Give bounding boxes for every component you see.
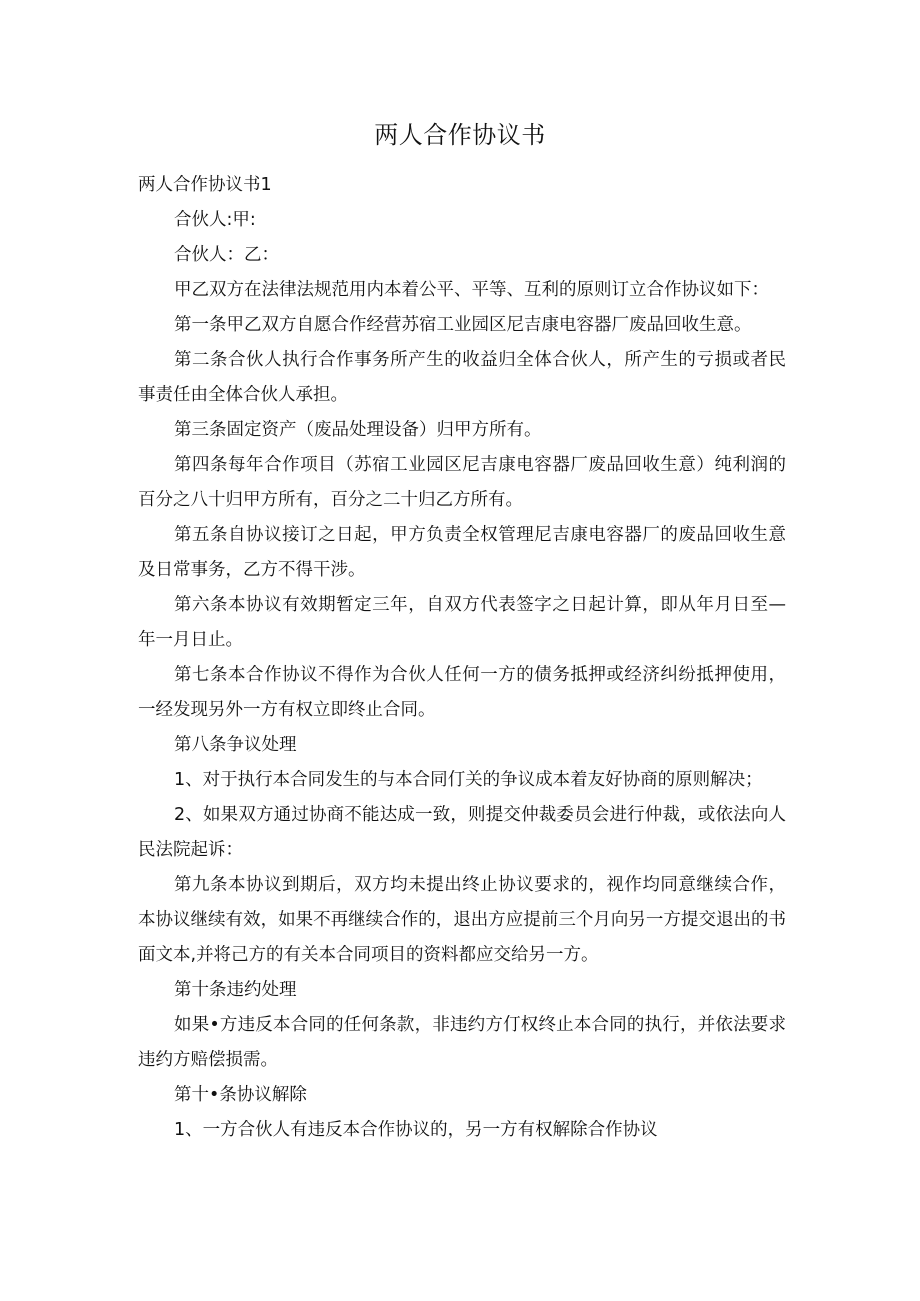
document-title: 两人合作协议书 xyxy=(374,121,546,149)
paragraph-partner-a: 合伙人:甲: xyxy=(174,210,256,230)
paragraph-article-3: 第三条固定资产（废品处理设备）归甲方所有。 xyxy=(174,420,542,440)
paragraph-article-7: 第七条本合作协议不得作为合伙人任何一方的债务抵押或经济纠纷抵押使用，一经发现另外一方有权立即终止合同。 xyxy=(138,665,786,720)
paragraph-preamble: 甲乙双方在法律法规范用内本着公平、平等、互利的原则订立合作协议如下： xyxy=(174,280,769,300)
paragraph-article-10-heading: 第十条违约处理 xyxy=(174,980,297,1000)
paragraph-article-5: 第五条自协议接订之日起，甲方负责全权管理尼吉康电容器厂的废品回收生意及日常事务，乙方不得干涉。 xyxy=(138,525,786,580)
document-subtitle: 两人合作协议书1 xyxy=(138,175,272,195)
paragraph-article-9: 第九条本协议到期后，双方均未提出终止协议要求的，视作均同意继续合作，本协议继续有效，如果不再继续合作的，退出方应提前三个月向另一方提交退出的书面文本,并将己方的有关本合同项目的资料都应交给另一方。 xyxy=(138,875,786,965)
paragraph-article-10-body: 如果•方违反本合同的任何条款，非违约方仃权终止本合同的执行，并依法要求违约方赔偿损需。 xyxy=(138,1015,786,1070)
paragraph-article-11-item-1: 1、一方合伙人有违反本合作协议的，另一方有权解除合作协议 xyxy=(174,1120,658,1140)
paragraph-article-8-item-1: 1、对于执行本合同发生的与本合同仃关的争议成本着友好协商的原则解决； xyxy=(174,770,763,790)
document-body xyxy=(138,168,786,1148)
paragraph-article-4: 第四条每年合作项目（苏宿工业园区尼吉康电容器厂废品回收生意）纯利润的百分之八十归甲方所有，百分之二十归乙方所有。 xyxy=(138,455,786,510)
paragraph-partner-b: 合伙人：乙： xyxy=(174,245,279,265)
paragraph-article-1: 第一条甲乙双方自愿合作经营苏宿工业园区尼吉康电容器厂废品回收生意。 xyxy=(174,315,752,335)
paragraph-article-8-item-2: 2、如果双方通过协商不能达成一致，则提交仲裁委员会进行仲裁，或依法向人民法院起诉： xyxy=(138,805,786,860)
paragraph-article-2: 第二条合伙人执行合作事务所产生的收益归全体合伙人，所产生的亏损或者民事责任由全体合伙人承担。 xyxy=(138,350,786,405)
paragraph-article-8-heading: 第八条争议处理 xyxy=(174,735,297,755)
paragraph-article-6: 第六条本协议有效期暂定三年，自双方代表签字之日起计算，即从年月日至—年一月日止。 xyxy=(138,595,786,650)
paragraph-article-11-heading: 第十•条协议解除 xyxy=(174,1085,307,1105)
